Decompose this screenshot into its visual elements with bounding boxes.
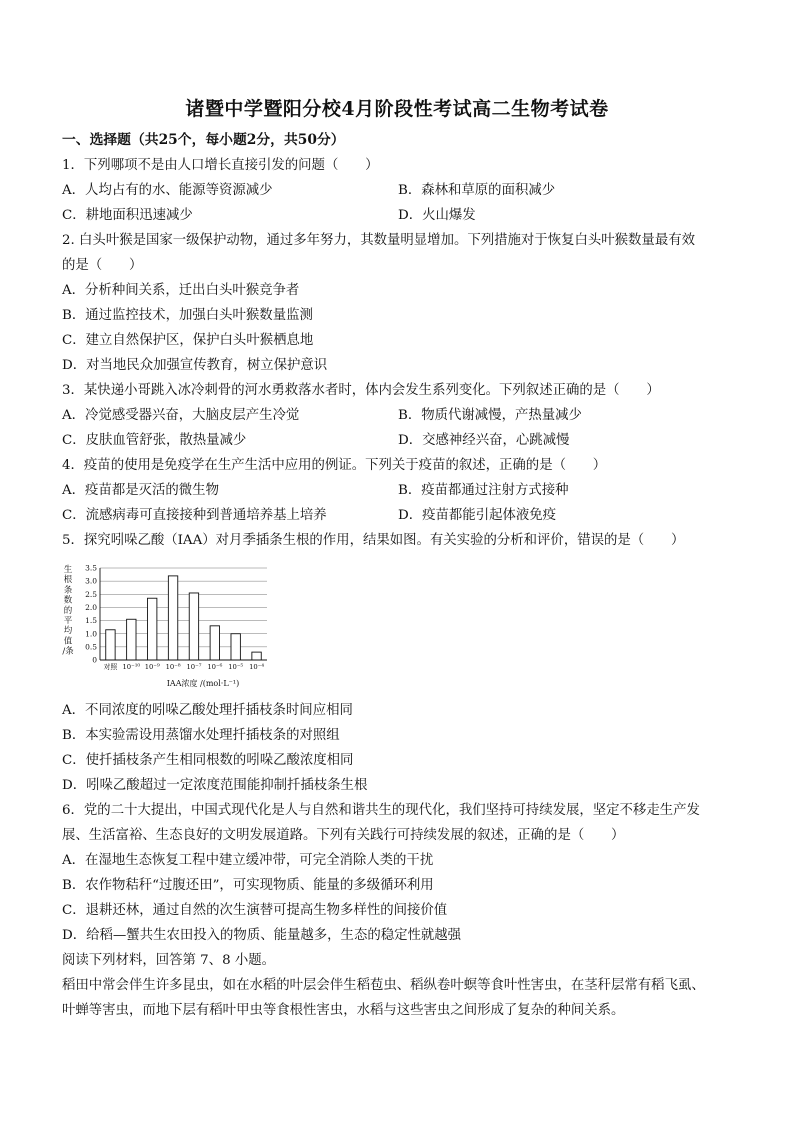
y-axis-label-char: 平 bbox=[63, 616, 73, 626]
question-1-option-b: B．森林和草原的面积减少 bbox=[398, 183, 556, 198]
question-3-option-d: D．交感神经兴奋，心跳减慢 bbox=[398, 433, 570, 448]
question-5-stem: 5．探究吲哚乙酸（IAA）对月季插条生根的作用，结果如图。有关实验的分析和评价，错误的是（ ） bbox=[62, 533, 685, 548]
reading-intro: 阅读下列材料，回答第 7、8 小题。 bbox=[62, 953, 276, 968]
question-2-stem-line2: 的是（ ） bbox=[62, 258, 143, 273]
chart-bars bbox=[106, 576, 262, 660]
y-tick-label: 1.5 bbox=[85, 616, 97, 626]
question-6-stem-line2: 展、生活富裕、生态良好的文明发展道路。下列有关践行可持续发展的叙述，正确的是（ ） bbox=[62, 828, 625, 843]
y-axis-label-char: 数 bbox=[63, 595, 73, 606]
x-tick-label: 10⁻⁴ bbox=[249, 663, 265, 671]
question-1-option-c: C．耕地面积迅速减少 bbox=[62, 208, 193, 223]
y-axis-label-char: /条 bbox=[62, 646, 74, 657]
question-4-option-b: B．疫苗都通过注射方式接种 bbox=[398, 483, 569, 498]
x-tick-label: 10⁻¹⁰ bbox=[122, 663, 141, 671]
y-tick-labels bbox=[85, 564, 97, 665]
x-tick-label: 10⁻⁵ bbox=[228, 663, 244, 671]
question-6-option-d: D．给稻—蟹共生农田投入的物质、能量越多，生态的稳定性就越强 bbox=[62, 928, 462, 943]
question-5-option-a: A．不同浓度的吲哚乙酸处理扦插枝条时间应相同 bbox=[62, 703, 353, 718]
question-6-option-b: B．农作物秸秆“过腹还田”，可实现物质、能量的多级循环利用 bbox=[62, 878, 434, 893]
section-heading: 一、选择题（共25个，每小题2分，共50分） bbox=[62, 132, 345, 148]
y-tick-label: 1.0 bbox=[85, 629, 97, 639]
reading-paragraph-line2: 叶蝉等害虫，而地下层有稻叶甲虫等食根性害虫，水稻与这些害虫之间形成了复杂的种间关系。 bbox=[62, 1003, 625, 1018]
question-2-option-d: D．对当地民众加强宣传教育，树立保护意识 bbox=[62, 358, 328, 373]
y-axis-label-char: 的 bbox=[63, 605, 73, 616]
question-6-option-c: C．退耕还林，通过自然的次生演替可提高生物多样性的间接价值 bbox=[62, 903, 448, 918]
question-3-option-b: B．物质代谢减慢，产热量减少 bbox=[398, 408, 582, 423]
question-6-option-a: A．在湿地生态恢复工程中建立缓冲带，可完全消除人类的干扰 bbox=[62, 853, 434, 868]
question-2-option-b: B．通过监控技术，加强白头叶猴数量监测 bbox=[62, 308, 313, 323]
x-tick-labels bbox=[104, 662, 265, 671]
y-tick-label: 2.0 bbox=[85, 603, 97, 613]
question-3-option-a: A．冷觉感受器兴奋，大脑皮层产生冷觉 bbox=[62, 408, 300, 423]
question-1-stem: 1．下列哪项不是由人口增长直接引发的问题（ ） bbox=[62, 158, 379, 173]
question-6-stem-line1: 6．党的二十大提出，中国式现代化是人与自然和谐共生的现代化，我们坚持可持续发展，坚定不移走生产发 bbox=[62, 803, 700, 818]
chart-grid bbox=[100, 568, 267, 660]
bar bbox=[231, 634, 240, 660]
question-3-option-c: C．皮肤血管舒张，散热量减少 bbox=[62, 433, 247, 448]
question-3-stem: 3．某快递小哥跳入冰冷刺骨的河水勇救落水者时，体内会发生系列变化。下列叙述正确的是（ ） bbox=[62, 383, 660, 398]
bar bbox=[252, 652, 261, 660]
page-title: 诸暨中学暨阳分校4月阶段性考试高二生物考试卷 bbox=[185, 98, 609, 120]
question-1-option-a: A．人均占有的水、能源等资源减少 bbox=[62, 183, 273, 198]
y-axis-label bbox=[62, 564, 74, 657]
x-axis-label: IAA浓度 /(mol·L⁻¹) bbox=[166, 679, 240, 688]
x-tick-label: 10⁻⁹ bbox=[144, 663, 160, 671]
y-tick-label: 0 bbox=[92, 655, 97, 665]
y-axis-label-char: 根 bbox=[63, 575, 73, 586]
bar bbox=[210, 626, 219, 660]
question-5-option-d: D．吲哚乙酸超过一定浓度范围能抑制扦插枝条生根 bbox=[62, 778, 368, 793]
y-axis-label-char: 生 bbox=[63, 565, 73, 575]
question-2-stem-line1: 2. 白头叶猴是国家一级保护动物，通过多年努力，其数量明显增加。下列措施对于恢复白头叶猴数量最有效 bbox=[62, 233, 695, 248]
question-4-stem: 4．疫苗的使用是免疫学在生产生活中应用的例证。下列关于疫苗的叙述，正确的是（ ） bbox=[62, 458, 607, 473]
question-1-option-d: D．火山爆发 bbox=[398, 208, 476, 223]
question-4-option-c: C．流感病毒可直接接种到普通培养基上培养 bbox=[62, 508, 327, 523]
iaa-bar-chart bbox=[62, 560, 272, 700]
question-4-option-d: D．疫苗都能引起体液免疫 bbox=[398, 508, 557, 523]
bar bbox=[168, 576, 177, 660]
reading-paragraph-line1: 稻田中常会伴生许多昆虫，如在水稻的叶层会伴生稻苞虫、稻纵卷叶螟等食叶性害虫，在茎秆层常有稻飞虱、 bbox=[62, 978, 705, 993]
question-5-option-c: C．使扦插枝条产生相同根数的吲哚乙酸浓度相同 bbox=[62, 753, 354, 768]
x-tick-label: 对照 bbox=[103, 663, 118, 671]
y-tick-label: 3.0 bbox=[85, 576, 97, 586]
question-2-option-c: C．建立自然保护区，保护白头叶猴栖息地 bbox=[62, 333, 314, 348]
y-tick-label: 3.5 bbox=[85, 563, 97, 573]
y-tick-label: 0.5 bbox=[85, 642, 97, 652]
y-axis-label-char: 均 bbox=[63, 626, 73, 637]
bar bbox=[106, 630, 115, 660]
question-5-option-b: B．本实验需设用蒸馏水处理扦插枝条的对照组 bbox=[62, 728, 340, 743]
bar bbox=[147, 598, 156, 660]
x-tick-label: 10⁻⁸ bbox=[165, 663, 181, 671]
x-tick-label: 10⁻⁶ bbox=[207, 663, 223, 671]
x-tick-label: 10⁻⁷ bbox=[186, 663, 202, 671]
y-axis-label-char: 条 bbox=[63, 585, 73, 596]
chart-svg bbox=[62, 560, 272, 700]
chart-axes bbox=[100, 568, 267, 660]
y-axis-label-char: 值 bbox=[63, 636, 73, 647]
question-2-option-a: A．分析种间关系，迁出白头叶猴竞争者 bbox=[62, 283, 300, 298]
bar bbox=[189, 593, 198, 660]
question-4-option-a: A．疫苗都是灭活的微生物 bbox=[62, 483, 219, 498]
y-tick-label: 2.5 bbox=[85, 589, 97, 599]
bar bbox=[127, 619, 136, 660]
